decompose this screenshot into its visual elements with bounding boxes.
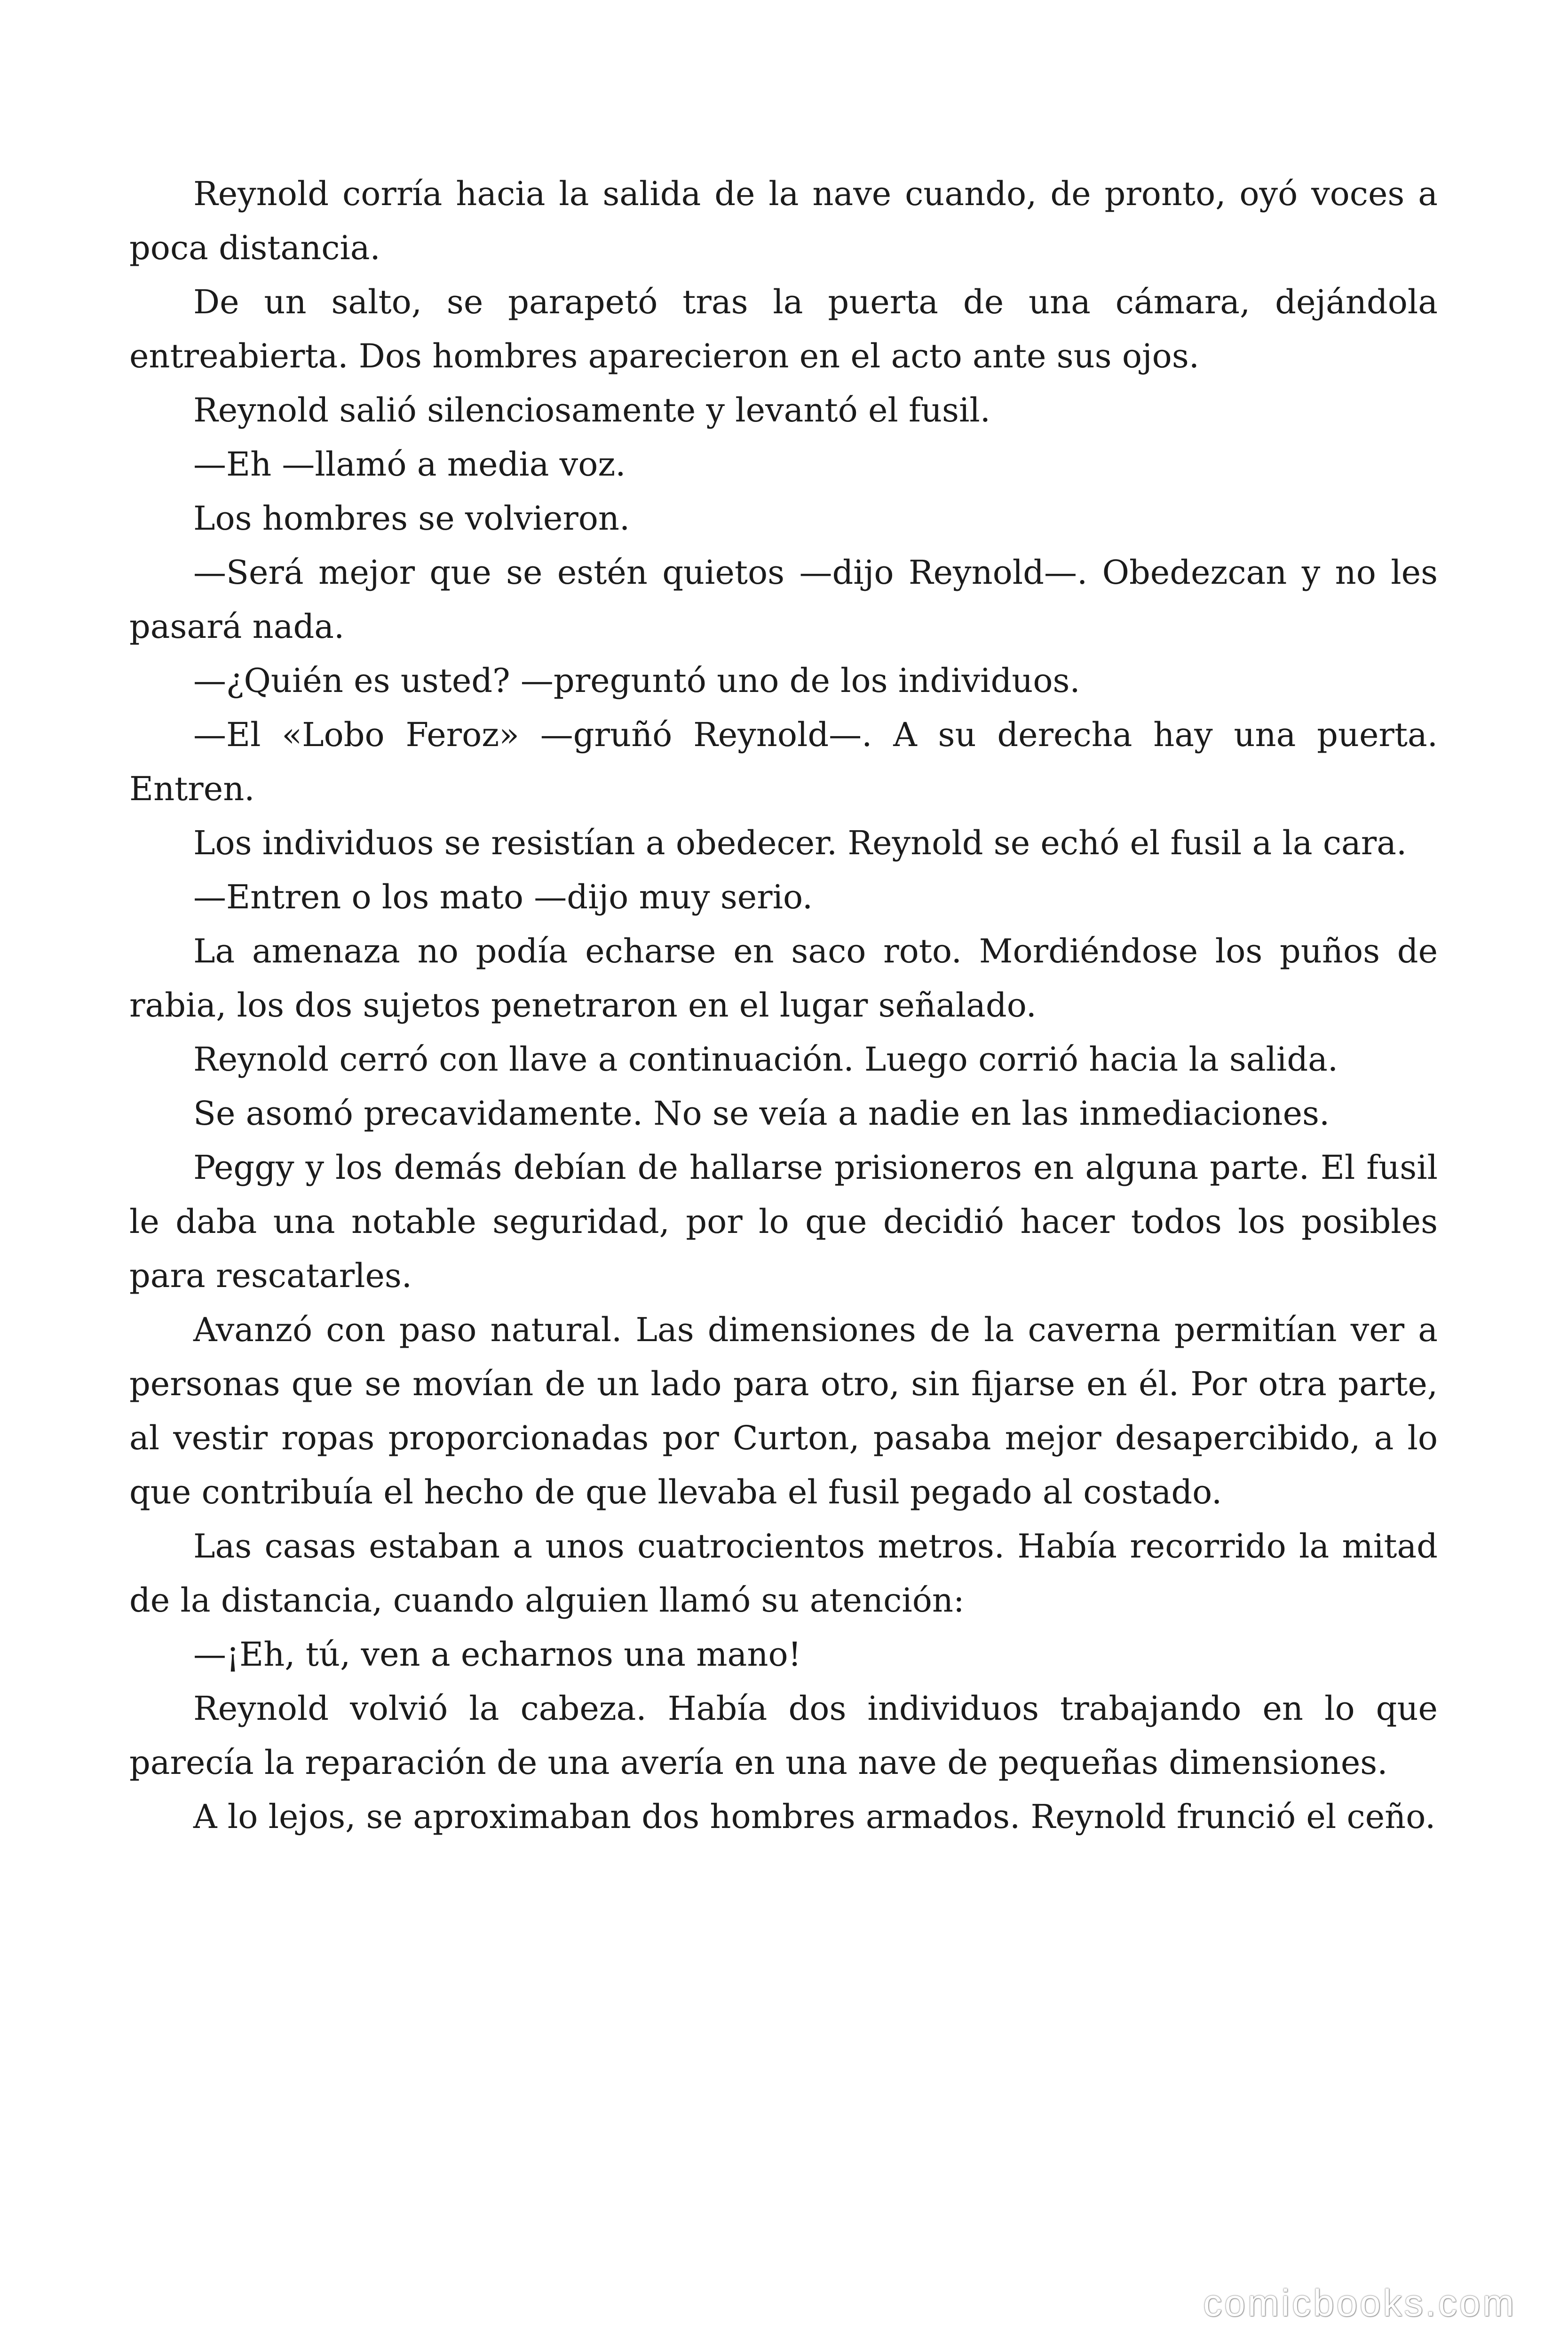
paragraph: Las casas estaban a unos cuatrocientos metros. Había recorrido la mitad de la distancia, cuando alguien llamó su atención: [129, 1527, 1438, 1620]
paragraph: Reynold salió silenciosamente y levantó el fusil. [193, 391, 990, 429]
paragraph: Reynold corría hacia la salida de la nave cuando, de pronto, oyó voces a poca distancia. [129, 175, 1438, 267]
paragraph: Los individuos se resistían a obedecer. Reynold se echó el fusil a la cara. [193, 824, 1407, 862]
watermark: comicbooks.com [1203, 2282, 1516, 2324]
book-page-text [129, 167, 1438, 2190]
paragraph: —¿Quién es usted? —preguntó uno de los individuos. [193, 661, 1080, 700]
paragraph: Los hombres se volvieron. [193, 499, 630, 538]
paragraph: Avanzó con paso natural. Las dimensiones de la caverna permitían ver a personas que se movían de un lado para otro, sin fijarse en él. Por otra parte, al vestir ropas proporcionadas por Curton, pasaba mejor desapercibido, a lo que contribuía el hecho de que llevaba el fusil pegado al costado. [129, 1311, 1438, 1511]
paragraph: —Será mejor que se estén quietos —dijo Reynold—. Obedezcan y no les pasará nada. [129, 553, 1438, 646]
paragraph: —¡Eh, tú, ven a echarnos una mano! [193, 1635, 801, 1674]
paragraph: De un salto, se parapetó tras la puerta de una cámara, dejándola entreabierta. Dos hombres aparecieron en el acto ante sus ojos. [129, 283, 1438, 375]
paragraph: Se asomó precavidamente. No se veía a nadie en las inmediaciones. [193, 1094, 1330, 1133]
paragraph: —El «Lobo Feroz» —gruñó Reynold—. A su derecha hay una puerta. Entren. [129, 715, 1438, 808]
paragraph: —Eh —llamó a media voz. [193, 445, 626, 484]
paragraph: —Entren o los mato —dijo muy serio. [193, 878, 813, 916]
paragraph: Peggy y los demás debían de hallarse prisioneros en alguna parte. El fusil le daba una notable seguridad, por lo que decidió hacer todos los posibles para rescatarles. [129, 1148, 1438, 1295]
paragraph: Reynold volvió la cabeza. Había dos individuos trabajando en lo que parecía la reparación de una avería en una nave de pequeñas dimensiones. [129, 1689, 1438, 1782]
paragraph: La amenaza no podía echarse en saco roto. Mordiéndose los puños de rabia, los dos sujetos penetraron en el lugar señalado. [129, 932, 1438, 1025]
paragraph: A lo lejos, se aproximaban dos hombres armados. Reynold frunció el ceño. [193, 1797, 1436, 1836]
paragraph: Reynold cerró con llave a continuación. Luego corrió hacia la salida. [193, 1040, 1338, 1079]
